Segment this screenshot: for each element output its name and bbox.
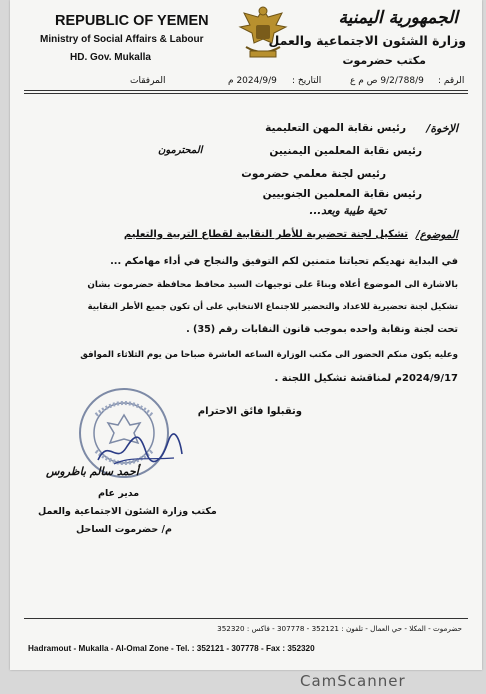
body-paragraph-3-line-2: 2024/9/17م لمناقشة تشكيل اللجنة .	[274, 373, 458, 384]
header-ministry-en: Ministry of Social Affairs & Labour	[40, 34, 204, 45]
body-paragraph-2-line-3: تحت لجنة ونقابة واحده بموجب قانون النقابات رقم (35) .	[186, 324, 458, 335]
body-paragraph-2-line-2: تشكيل لجنة تحضيرية للاعداد والتحضير للاجتماع الانتخابي على أن تكون جميع الأطر النقابية	[87, 301, 458, 311]
body-paragraph-2-line-1: بالاشارة الى الموضوع أعلاه وبناءً على توجيهات السيد محافظ محافظة حضرموت بشان	[87, 280, 458, 290]
signatory-title: مدير عام	[98, 488, 140, 499]
subject-label: الموضوع/	[415, 229, 458, 241]
signatory-name: أحمد سالم باظروس	[46, 465, 139, 478]
reference-value: 9/2/788/9 ص م ع	[350, 76, 424, 86]
body-paragraph-1: في البداية نهديكم تحياتنا متمنين لكم التوفيق والنجاح في أداء مهامكم ...	[110, 256, 458, 267]
closing-phrase: وتقبلوا فائق الاحترام	[197, 406, 302, 417]
camscanner-watermark: CamScanner	[300, 672, 406, 690]
signatory-org-line-2: م/ حضرموت الساحل	[76, 524, 172, 535]
subject-text: تشكيل لجنة تحضيرية للأطر النقابية لقطاع التربية والتعليم	[123, 229, 408, 240]
header-divider-secondary	[24, 93, 468, 94]
footer-address-en: Hadramout - Mukalla - Al-Omal Zone - Tel. : 352121 - 307778 - Fax : 352320	[28, 644, 315, 653]
recipient-line-3: رئيس لجنة معلمي حضرموت	[241, 168, 386, 180]
handwritten-signature	[94, 430, 186, 468]
body-paragraph-3-line-1: وعليه يكون منكم الحضور الى مكتب الوزارة الساعه العاشرة صباحا من يوم الثلاثاء الموافق	[80, 350, 458, 360]
brothers-label: الإخوة/	[426, 122, 458, 135]
signatory-org-line-1: مكتب وزارة الشئون الاجتماعية والعمل	[38, 506, 217, 517]
reference-label: الرقم :	[438, 76, 465, 86]
recipient-line-4: رئيس نقابة المعلمين الجنوبيين	[262, 188, 422, 200]
header-office-ar: مكتب حضرموت	[342, 54, 426, 67]
header-office-en: HD. Gov. Mukalla	[70, 52, 151, 63]
footer-address-ar: حضرموت - المكلا - حي العمال - تلفون : 352121 - 307778 - فاكس : 352320	[217, 624, 462, 633]
header-country-ar: الجمهورية اليمنية	[338, 8, 458, 28]
greeting: تحية طيبة وبعد...	[309, 205, 386, 217]
date-label: التاريخ :	[292, 76, 322, 86]
footer-divider	[24, 618, 468, 619]
recipient-line-1: رئيس نقابة المهن التعليمية	[265, 122, 406, 134]
honorific-label: المحترمون	[158, 145, 203, 156]
recipient-line-2: رئيس نقابة المعلمين اليمنيين	[269, 145, 422, 157]
letter-page	[10, 0, 482, 670]
date-value: 2024/9/9 م	[228, 76, 277, 86]
header-country-en: REPUBLIC OF YEMEN	[55, 13, 209, 29]
header-ministry-ar: وزارة الشئون الاجتماعية والعمل	[268, 33, 466, 48]
header-divider	[24, 90, 468, 91]
attachments-label: المرفقات	[130, 76, 166, 86]
